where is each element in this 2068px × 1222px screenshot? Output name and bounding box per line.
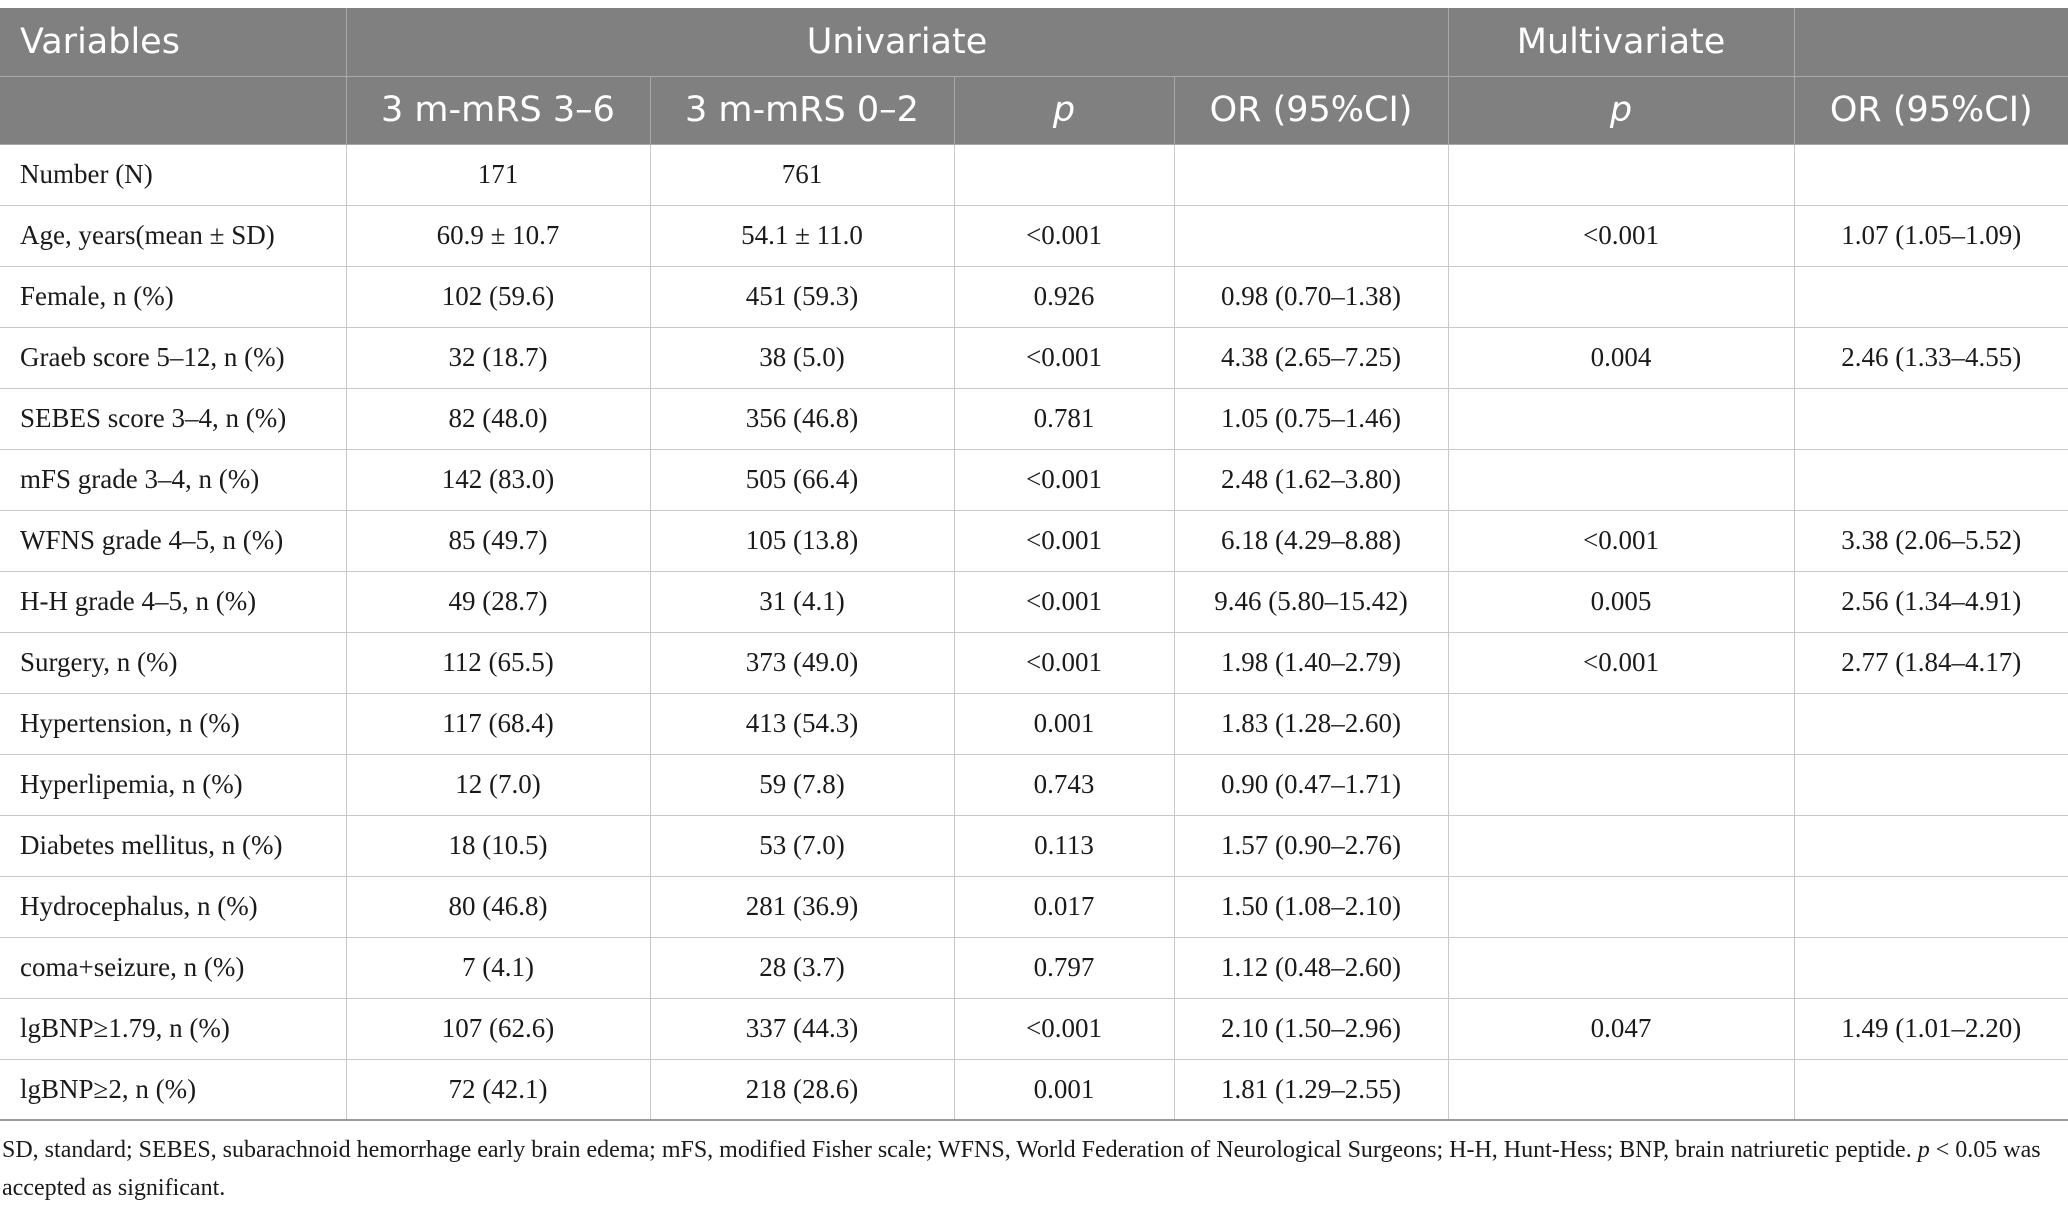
table-cell: 12 (7.0) [346, 754, 650, 815]
table-row [0, 266, 2068, 327]
table-cell: 3.38 (2.06–5.52) [1794, 510, 2068, 571]
table-cell: 0.98 (0.70–1.38) [1174, 266, 1448, 327]
table-cell [1794, 1059, 2068, 1120]
table-row [0, 815, 2068, 876]
table-cell: 4.38 (2.65–7.25) [1174, 327, 1448, 388]
table-cell: 82 (48.0) [346, 388, 650, 449]
footnote-text: SD, standard; SEBES, subarachnoid hemorrhage early brain edema; mFS, modified Fisher scale; WFNS, World Federation of Neurological Surgeons; H-H, Hunt-Hess; BNP, brain natriuretic peptide. [2, 1137, 1918, 1163]
table-cell: <0.001 [954, 571, 1174, 632]
table-cell [1448, 693, 1794, 754]
row-variable: lgBNP≥1.79, n (%) [0, 998, 346, 1059]
table-cell: 337 (44.3) [650, 998, 954, 1059]
table-cell [1174, 205, 1448, 266]
table-cell: 28 (3.7) [650, 937, 954, 998]
row-variable: Diabetes mellitus, n (%) [0, 815, 346, 876]
row-variable: Surgery, n (%) [0, 632, 346, 693]
table-cell [1448, 144, 1794, 205]
table-cell: 54.1 ± 11.0 [650, 205, 954, 266]
row-variable: Graeb score 5–12, n (%) [0, 327, 346, 388]
table-cell: 0.001 [954, 693, 1174, 754]
table-cell: <0.001 [1448, 510, 1794, 571]
table-cell: 281 (36.9) [650, 876, 954, 937]
footnote-p: p [1917, 1137, 1930, 1163]
table-cell: 18 (10.5) [346, 815, 650, 876]
table-cell: 0.001 [954, 1059, 1174, 1120]
row-variable: lgBNP≥2, n (%) [0, 1059, 346, 1120]
table-cell [1794, 693, 2068, 754]
row-variable: coma+seizure, n (%) [0, 937, 346, 998]
table-cell: 59 (7.8) [650, 754, 954, 815]
table-cell: <0.001 [1448, 205, 1794, 266]
row-variable: Hydrocephalus, n (%) [0, 876, 346, 937]
results-table [0, 8, 2068, 1121]
table-row [0, 205, 2068, 266]
table-cell [1174, 144, 1448, 205]
table-cell: 85 (49.7) [346, 510, 650, 571]
header-multi-or: OR (95%CI) [1794, 76, 2068, 144]
table-cell [1794, 876, 2068, 937]
table-row [0, 327, 2068, 388]
header-variables: Variables [0, 8, 346, 76]
table-cell: <0.001 [954, 327, 1174, 388]
table-cell: 0.90 (0.47–1.71) [1174, 754, 1448, 815]
table-cell: <0.001 [1448, 632, 1794, 693]
table-row [0, 998, 2068, 1059]
table-cell [1794, 937, 2068, 998]
row-variable: H-H grade 4–5, n (%) [0, 571, 346, 632]
table-cell: 413 (54.3) [650, 693, 954, 754]
table-cell: 0.005 [1448, 571, 1794, 632]
table-cell: 1.83 (1.28–2.60) [1174, 693, 1448, 754]
table-cell: 0.047 [1448, 998, 1794, 1059]
table-row [0, 876, 2068, 937]
table-cell: 1.57 (0.90–2.76) [1174, 815, 1448, 876]
table-cell: 117 (68.4) [346, 693, 650, 754]
table-cell: 171 [346, 144, 650, 205]
row-variable: Hypertension, n (%) [0, 693, 346, 754]
table-cell: 102 (59.6) [346, 266, 650, 327]
header-row-1 [0, 8, 2068, 76]
table-cell [1448, 754, 1794, 815]
table-cell [1448, 937, 1794, 998]
table-cell: 1.98 (1.40–2.79) [1174, 632, 1448, 693]
table-cell [954, 144, 1174, 205]
header-multivariate: Multivariate [1448, 8, 1794, 76]
table-header [0, 8, 2068, 144]
table-cell: 1.07 (1.05–1.09) [1794, 205, 2068, 266]
table-cell: 0.743 [954, 754, 1174, 815]
table-container [0, 8, 2068, 1207]
table-cell: 2.10 (1.50–2.96) [1174, 998, 1448, 1059]
table-row [0, 937, 2068, 998]
row-variable: Female, n (%) [0, 266, 346, 327]
table-cell [1794, 388, 2068, 449]
table-cell: 112 (65.5) [346, 632, 650, 693]
table-cell: 0.113 [954, 815, 1174, 876]
table-cell: 0.004 [1448, 327, 1794, 388]
header-blank [0, 76, 346, 144]
table-cell [1448, 876, 1794, 937]
header-empty [1794, 8, 2068, 76]
table-cell [1448, 449, 1794, 510]
table-row [0, 632, 2068, 693]
table-cell: 32 (18.7) [346, 327, 650, 388]
row-variable: Number (N) [0, 144, 346, 205]
table-cell: 2.48 (1.62–3.80) [1174, 449, 1448, 510]
table-cell: 142 (83.0) [346, 449, 650, 510]
table-cell [1794, 815, 2068, 876]
table-row [0, 754, 2068, 815]
table-row [0, 1059, 2068, 1120]
row-variable: mFS grade 3–4, n (%) [0, 449, 346, 510]
table-row [0, 693, 2068, 754]
footnote-significance: < 0.05 was accepted as significant. [2, 1137, 2041, 1201]
table-cell: 6.18 (4.29–8.88) [1174, 510, 1448, 571]
table-cell: 451 (59.3) [650, 266, 954, 327]
table-cell [1448, 388, 1794, 449]
table-cell: 105 (13.8) [650, 510, 954, 571]
table-cell: 0.781 [954, 388, 1174, 449]
table-cell: 1.81 (1.29–2.55) [1174, 1059, 1448, 1120]
table-cell [1448, 815, 1794, 876]
header-mrs-0-2: 3 m-mRS 0–2 [650, 76, 954, 144]
table-cell: 1.50 (1.08–2.10) [1174, 876, 1448, 937]
table-cell [1794, 754, 2068, 815]
table-cell: 2.56 (1.34–4.91) [1794, 571, 2068, 632]
table-cell: 49 (28.7) [346, 571, 650, 632]
table-row [0, 144, 2068, 205]
header-row-2 [0, 76, 2068, 144]
table-row [0, 510, 2068, 571]
table-cell: 0.926 [954, 266, 1174, 327]
table-cell: 1.49 (1.01–2.20) [1794, 998, 2068, 1059]
table-cell: 38 (5.0) [650, 327, 954, 388]
table-cell: 9.46 (5.80–15.42) [1174, 571, 1448, 632]
row-variable: SEBES score 3–4, n (%) [0, 388, 346, 449]
row-variable: Hyperlipemia, n (%) [0, 754, 346, 815]
table-cell: 0.797 [954, 937, 1174, 998]
table-cell: 218 (28.6) [650, 1059, 954, 1120]
table-cell: 761 [650, 144, 954, 205]
footnote [2, 1131, 2062, 1207]
table-cell: 1.12 (0.48–2.60) [1174, 937, 1448, 998]
table-cell: 107 (62.6) [346, 998, 650, 1059]
table-cell: <0.001 [954, 449, 1174, 510]
table-cell: 31 (4.1) [650, 571, 954, 632]
table-body [0, 144, 2068, 1120]
table-cell: 356 (46.8) [650, 388, 954, 449]
table-cell: 0.017 [954, 876, 1174, 937]
table-cell: 1.05 (0.75–1.46) [1174, 388, 1448, 449]
table-cell: <0.001 [954, 632, 1174, 693]
header-uni-or: OR (95%CI) [1174, 76, 1448, 144]
table-cell: 2.46 (1.33–4.55) [1794, 327, 2068, 388]
row-variable: Age, years(mean ± SD) [0, 205, 346, 266]
header-mrs-3-6: 3 m-mRS 3–6 [346, 76, 650, 144]
table-cell: <0.001 [954, 205, 1174, 266]
table-cell: <0.001 [954, 510, 1174, 571]
table-cell: 72 (42.1) [346, 1059, 650, 1120]
table-cell [1448, 266, 1794, 327]
table-cell: 80 (46.8) [346, 876, 650, 937]
table-cell: 2.77 (1.84–4.17) [1794, 632, 2068, 693]
table-cell: 7 (4.1) [346, 937, 650, 998]
table-cell: 53 (7.0) [650, 815, 954, 876]
table-cell: <0.001 [954, 998, 1174, 1059]
header-univariate: Univariate [346, 8, 1448, 76]
table-cell: 60.9 ± 10.7 [346, 205, 650, 266]
table-row [0, 388, 2068, 449]
table-cell [1794, 449, 2068, 510]
row-variable: WFNS grade 4–5, n (%) [0, 510, 346, 571]
header-uni-p: p [954, 76, 1174, 144]
header-multi-p: p [1448, 76, 1794, 144]
table-cell [1794, 144, 2068, 205]
table-row [0, 449, 2068, 510]
table-cell: 505 (66.4) [650, 449, 954, 510]
table-cell [1794, 266, 2068, 327]
table-cell [1448, 1059, 1794, 1120]
table-cell: 373 (49.0) [650, 632, 954, 693]
table-row [0, 571, 2068, 632]
